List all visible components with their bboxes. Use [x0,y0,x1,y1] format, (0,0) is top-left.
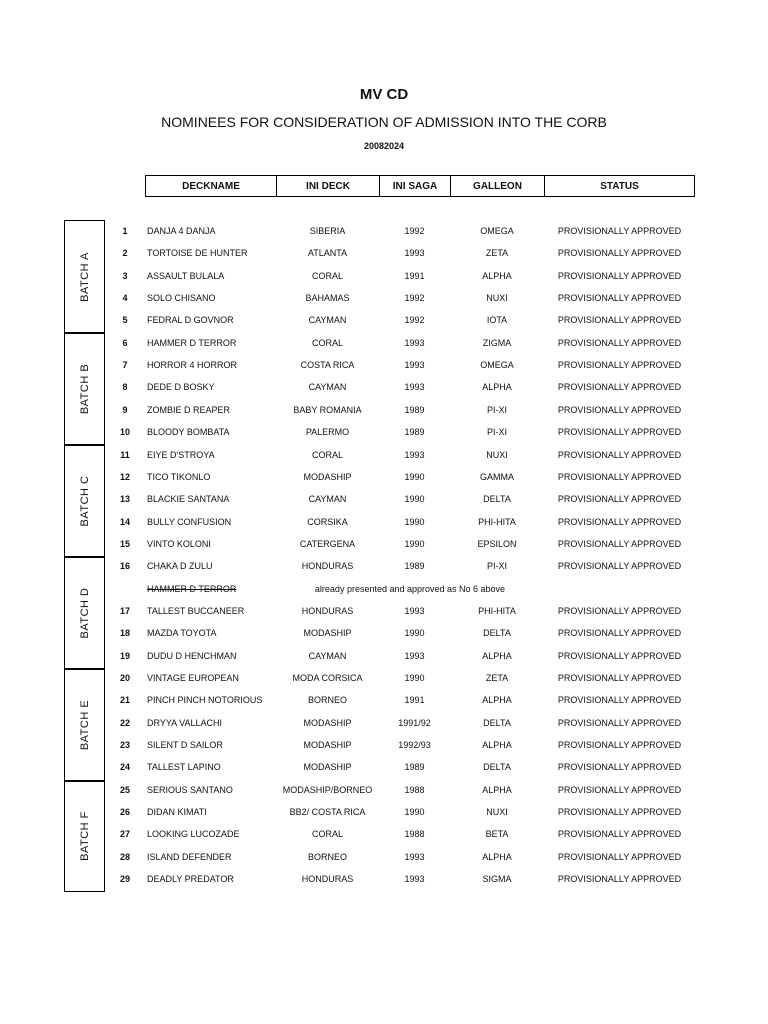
table-row [0,310,768,330]
ini-saga: 1990 [404,628,425,639]
deck-name: HAMMER D TERROR [147,583,237,594]
row-number: 20 [119,673,130,683]
galleon: ALPHA [482,695,512,706]
table-row [0,601,768,621]
row-number: 15 [119,538,130,549]
ini-deck: CORAL [311,337,343,348]
table-row [0,445,768,465]
row-number: 16 [119,561,130,572]
ini-deck: MODASHIP/BORNEO [282,784,373,795]
ini-deck: MODASHIP [303,740,352,751]
ini-saga: 1993 [404,382,425,393]
galleon: ALPHA [482,270,512,281]
ini-saga: 1993 [404,874,425,885]
deck-name: BLOODY BOMBATA [147,427,230,438]
row-number: 19 [119,650,130,661]
row-number: 21 [119,695,130,706]
table-row [0,847,768,867]
table-row [0,646,768,666]
ini-deck: MODASHIP [303,762,352,773]
status: PROVISIONALLY APPROVED [557,360,682,371]
ini-deck: CATERGENA [299,538,356,549]
ini-deck: COSTA RICA [300,360,355,371]
deck-name: DEDE D BOSKY [147,382,215,393]
row-number: 2 [122,248,128,259]
row-note: already presented and approved as No 6 above [314,583,506,594]
galleon: PHI-HITA [478,516,516,527]
ini-deck: CORAL [311,449,343,460]
ini-saga: 1993 [404,605,425,616]
status: PROVISIONALLY APPROVED [557,740,682,751]
ini-saga: 1993 [404,851,425,862]
status: PROVISIONALLY APPROVED [557,851,682,862]
status: PROVISIONALLY APPROVED [557,315,682,326]
batch-label: BATCH D [78,587,91,639]
ini-saga: 1993 [404,360,425,371]
deck-name: VINTO KOLONI [147,538,211,549]
row-number: 8 [122,382,128,393]
deck-name: SERIOUS SANTANO [147,784,233,795]
table-row [0,333,768,353]
galleon: DELTA [483,628,511,639]
ini-saga: 1991 [404,695,425,706]
galleon: PI-XI [486,427,507,438]
galleon: DELTA [483,494,511,505]
batch-label: BATCH C [78,475,91,527]
status: PROVISIONALLY APPROVED [557,650,682,661]
ini-deck: MODASHIP [303,628,352,639]
row-number: 24 [119,762,130,773]
header-status: STATUS [600,180,639,192]
table-row [0,288,768,308]
table-row [0,467,768,487]
ini-saga: 1989 [404,762,425,773]
galleon: PI-XI [486,404,507,415]
table-row [0,824,768,844]
status: PROVISIONALLY APPROVED [557,516,682,527]
status: PROVISIONALLY APPROVED [557,695,682,706]
row-number: 6 [122,337,128,348]
ini-deck: CORSIKA [307,516,348,527]
ini-deck: MODASHIP [303,471,352,482]
ini-saga: 1988 [404,829,425,840]
galleon: OMEGA [480,360,514,371]
ini-saga: 1990 [404,807,425,818]
deck-name: PINCH PINCH NOTORIOUS [147,695,263,706]
table-row [0,556,768,576]
ini-saga: 1990 [404,494,425,505]
deck-name: BLACKIE SANTANA [147,494,230,505]
galleon: DELTA [483,762,511,773]
table-row [0,355,768,375]
ini-saga: 1989 [404,561,425,572]
header-ini-deck: INI DECK [277,176,380,196]
galleon: IOTA [486,315,508,326]
ini-deck: PALERMO [305,427,350,438]
ini-saga: 1993 [404,449,425,460]
status: PROVISIONALLY APPROVED [557,471,682,482]
ini-saga: 1993 [404,650,425,661]
row-number: 28 [119,851,130,862]
status: PROVISIONALLY APPROVED [557,382,682,393]
ini-saga: 1988 [404,784,425,795]
ini-deck: CAYMAN [308,494,347,505]
deck-name: DANJA 4 DANJA [147,226,216,236]
batch-label: BATCH A [78,252,91,302]
row-number: 11 [120,449,130,460]
deck-name: ZOMBIE D REAPER [147,404,231,415]
row-number: 22 [119,717,130,728]
ini-deck: BABY ROMANIA [293,404,362,415]
ini-saga: 1990 [404,516,425,527]
ini-saga: 1991/92 [398,717,431,728]
deck-name: SILENT D SAILOR [147,740,223,751]
galleon: SIGMA [482,874,512,885]
row-number: 17 [119,605,130,616]
ini-saga: 1990 [404,471,425,482]
ini-deck: BB2/ COSTA RICA [289,807,366,818]
document-date: 20082024 [363,141,405,151]
galleon: NUXI [486,807,508,818]
galleon: PI-XI [486,561,507,572]
table-row [0,802,768,822]
document-subtitle: NOMINEES FOR CONSIDERATION OF ADMISSION INTO THE CORB [161,114,607,130]
table-row [0,512,768,532]
deck-name: DUDU D HENCHMAN [147,650,237,661]
row-number: 12 [119,471,130,482]
status: PROVISIONALLY APPROVED [557,248,682,259]
deck-name: BULLY CONFUSION [147,516,232,527]
galleon: ZETA [485,673,509,683]
deck-name: DEADLY PREDATOR [147,874,234,885]
ini-saga: 1992 [404,226,425,236]
header-galleon: GALLEON [451,176,545,196]
galleon: OMEGA [480,226,514,236]
status: PROVISIONALLY APPROVED [557,605,682,616]
status: PROVISIONALLY APPROVED [557,717,682,728]
table-row [0,377,768,397]
table-row [0,623,768,643]
galleon: NUXI [486,449,508,460]
table-row [0,534,768,554]
row-number: 5 [122,315,128,326]
deck-name: TICO TIKONLO [147,471,211,482]
status: PROVISIONALLY APPROVED [557,538,682,549]
table-row [0,668,768,688]
galleon: ALPHA [482,784,512,795]
ini-deck: SIBERIA [309,226,346,236]
row-number: 18 [119,628,130,639]
deck-name: DIDAN KIMATI [147,807,207,818]
status: PROVISIONALLY APPROVED [557,628,682,639]
deck-name: TORTOISE DE HUNTER [147,248,248,259]
document-title: MV CD [359,86,409,103]
deck-name: HORROR 4 HORROR [147,360,238,371]
galleon: ALPHA [482,650,512,661]
deck-name: TALLEST BUCCANEER [147,605,245,616]
row-number: 10 [119,427,130,438]
status: PROVISIONALLY APPROVED [557,494,682,505]
table-row [0,221,768,241]
ini-deck: CORAL [311,270,343,281]
ini-deck: HONDURAS [301,561,354,572]
table-row [0,690,768,710]
batch-label: BATCH B [78,363,91,415]
galleon: ALPHA [482,382,512,393]
table-row [0,422,768,442]
status: PROVISIONALLY APPROVED [557,561,682,572]
galleon: EPSILON [477,538,517,549]
header-deckname: DECKNAME [146,176,277,196]
table-row [0,735,768,755]
status: PROVISIONALLY APPROVED [557,270,682,281]
galleon: ZETA [485,248,509,259]
status: PROVISIONALLY APPROVED [557,449,682,460]
status: PROVISIONALLY APPROVED [557,404,682,415]
deck-name: DRYYA VALLACHI [147,717,223,728]
deck-name: VINTAGE EUROPEAN [147,673,239,683]
row-number: 25 [119,784,130,795]
status: PROVISIONALLY APPROVED [557,762,682,773]
status: PROVISIONALLY APPROVED [557,673,682,683]
ini-saga: 1990 [404,538,425,549]
status: PROVISIONALLY APPROVED [557,226,682,236]
ini-deck: CAYMAN [308,650,347,661]
table-row [0,869,768,889]
ini-saga: 1993 [404,248,425,259]
table-row [0,579,768,599]
status: PROVISIONALLY APPROVED [557,829,682,840]
ini-deck: BAHAMAS [305,293,350,304]
status: PROVISIONALLY APPROVED [557,807,682,818]
row-number: 13 [119,494,130,505]
row-number: 1 [122,226,128,236]
ini-deck: HONDURAS [301,874,354,885]
deck-name: MAZDA TOYOTA [147,628,217,639]
ini-deck: HONDURAS [301,605,354,616]
ini-deck: BORNEO [307,695,347,706]
ini-deck: CORAL [311,829,343,840]
status: PROVISIONALLY APPROVED [557,293,682,304]
deck-name: CHAKA D ZULU [147,561,213,572]
ini-deck: MODA CORSICA [292,673,363,683]
row-number: 23 [119,740,130,751]
deck-name: ISLAND DEFENDER [147,851,232,862]
deck-name: SOLO CHISANO [147,293,216,304]
status: PROVISIONALLY APPROVED [557,784,682,795]
status: PROVISIONALLY APPROVED [557,427,682,438]
status: PROVISIONALLY APPROVED [557,337,682,348]
ini-saga: 1992 [404,315,425,326]
deck-name: TALLEST LAPINO [147,762,221,773]
table-row [0,243,768,263]
galleon: ALPHA [482,740,512,751]
batch-label: BATCH E [78,699,91,751]
galleon: DELTA [483,717,511,728]
ini-deck: BORNEO [307,851,347,862]
row-number: 14 [119,516,130,527]
ini-saga: 1991 [404,270,425,281]
deck-name: HAMMER D TERROR [147,337,237,348]
status: PROVISIONALLY APPROVED [557,874,682,885]
row-number: 26 [119,807,130,818]
ini-saga: 1993 [404,337,425,348]
table-row [0,400,768,420]
ini-saga: 1990 [404,673,425,683]
galleon: ZIGMA [482,337,512,348]
table-row [0,757,768,777]
row-number: 3 [122,270,128,281]
batch-label: BATCH F [78,811,91,861]
row-number: 9 [122,404,128,415]
table-row [0,489,768,509]
deck-name: ASSAULT BULALA [147,270,225,281]
table-row [0,780,768,800]
ini-deck: ATLANTA [307,248,348,259]
row-number: 27 [119,829,130,840]
galleon: GAMMA [479,471,514,482]
ini-deck: MODASHIP [303,717,352,728]
galleon: BETA [485,829,509,840]
ini-saga: 1989 [404,404,425,415]
table-row [0,713,768,733]
header-ini-saga: INI SAGA [380,176,451,196]
galleon: NUXI [486,293,508,304]
ini-deck: CAYMAN [308,315,347,326]
row-number: 29 [119,874,130,885]
deck-name: FEDRAL D GOVNOR [147,315,234,326]
deck-name: EIYE D'STROYA [147,449,215,460]
row-number: 4 [122,293,128,304]
galleon: PHI-HITA [478,605,516,616]
table-row [0,266,768,286]
ini-saga: 1989 [404,427,425,438]
deck-name: LOOKING LUCOZADE [147,829,240,840]
ini-saga: 1992 [404,293,425,304]
table-header [145,175,695,197]
ini-saga: 1992/93 [398,740,431,751]
row-number: 7 [122,360,128,371]
ini-deck: CAYMAN [308,382,347,393]
galleon: ALPHA [482,851,512,862]
